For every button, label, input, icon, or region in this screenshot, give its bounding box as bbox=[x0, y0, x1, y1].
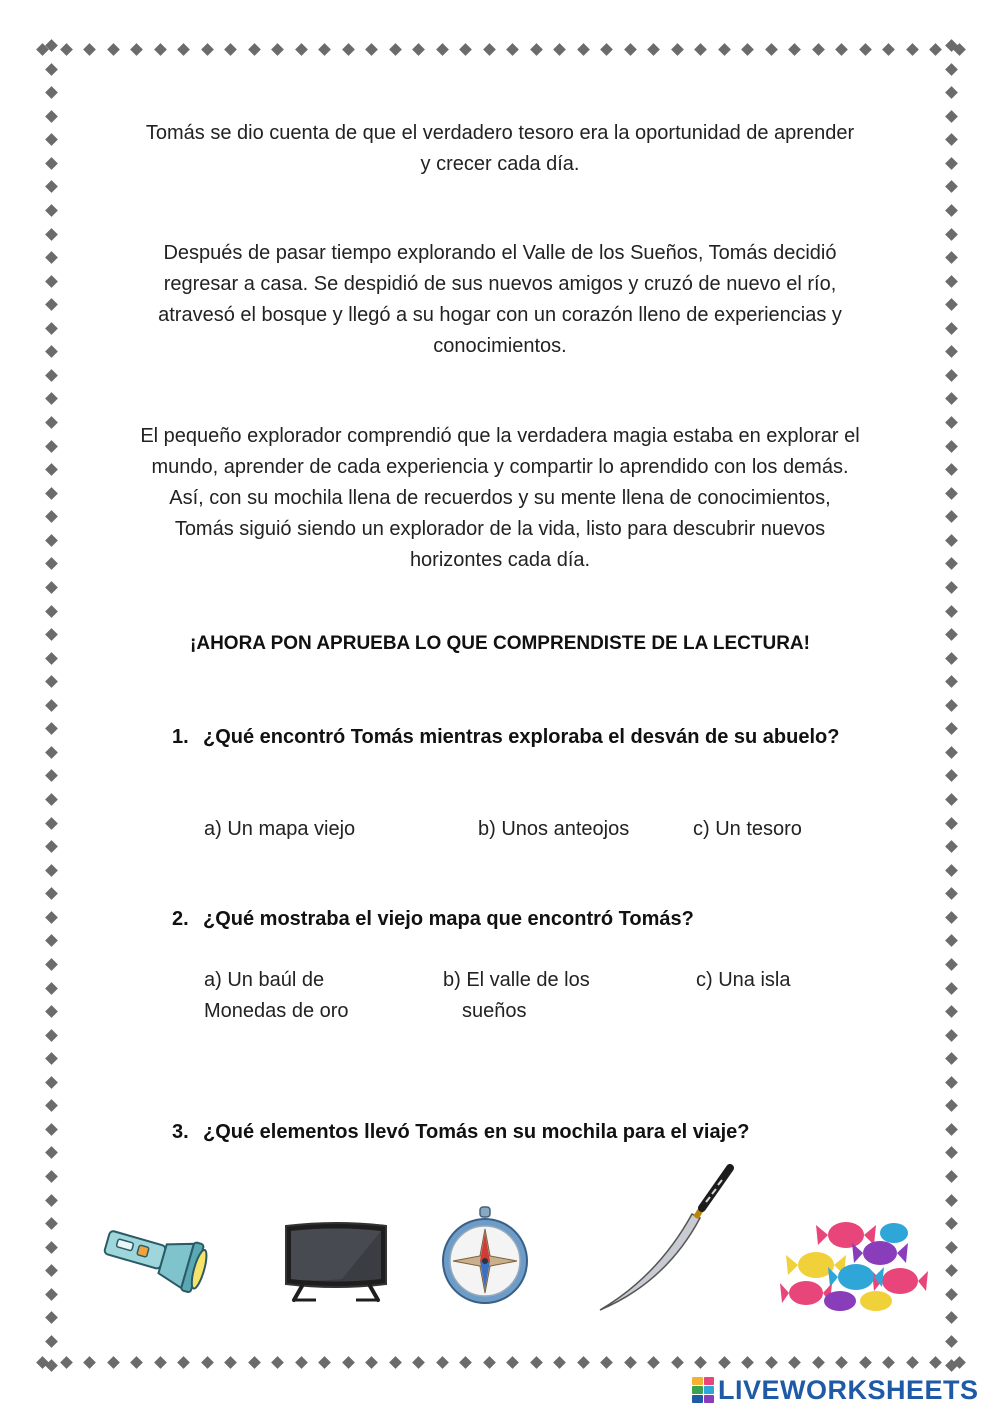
border-diamond bbox=[718, 43, 731, 56]
border-diamond bbox=[694, 1356, 707, 1369]
border-diamond bbox=[945, 699, 958, 712]
border-diamond bbox=[788, 43, 801, 56]
border-diamond bbox=[945, 298, 958, 311]
border-diamond bbox=[577, 43, 590, 56]
border-diamond bbox=[945, 345, 958, 358]
border-diamond bbox=[130, 1356, 143, 1369]
border-diamond bbox=[882, 1356, 895, 1369]
border-diamond bbox=[107, 43, 120, 56]
border-diamond bbox=[945, 322, 958, 335]
q2-option-a-line2[interactable]: Monedas de oro bbox=[204, 1000, 349, 1022]
border-diamond bbox=[553, 1356, 566, 1369]
border-diamond bbox=[945, 1076, 958, 1089]
border-diamond bbox=[342, 43, 355, 56]
border-diamond bbox=[45, 510, 58, 523]
border-diamond bbox=[945, 1123, 958, 1136]
border-diamond bbox=[624, 1356, 637, 1369]
border-diamond bbox=[812, 1356, 825, 1369]
border-diamond bbox=[506, 1356, 519, 1369]
border-diamond bbox=[318, 43, 331, 56]
border-diamond bbox=[389, 43, 402, 56]
border-diamond bbox=[945, 63, 958, 76]
border-diamond bbox=[45, 1076, 58, 1089]
border-diamond bbox=[45, 1312, 58, 1325]
border-diamond bbox=[718, 1356, 731, 1369]
border-diamond bbox=[694, 43, 707, 56]
border-diamond bbox=[945, 204, 958, 217]
border-diamond bbox=[459, 1356, 472, 1369]
border-diamond bbox=[741, 43, 754, 56]
border-diamond bbox=[224, 43, 237, 56]
border-diamond bbox=[945, 1359, 958, 1372]
border-diamond bbox=[945, 86, 958, 99]
border-diamond bbox=[671, 43, 684, 56]
border-diamond bbox=[945, 1099, 958, 1112]
border-diamond bbox=[45, 864, 58, 877]
border-diamond bbox=[945, 39, 958, 52]
border-diamond bbox=[459, 43, 472, 56]
q2-option-b-line1[interactable]: b) El valle de los bbox=[443, 969, 590, 991]
border-diamond bbox=[483, 1356, 496, 1369]
border-diamond bbox=[177, 43, 190, 56]
border-diamond bbox=[624, 43, 637, 56]
border-left bbox=[43, 41, 59, 1370]
border-diamond bbox=[530, 43, 543, 56]
reading-paragraph-3: El pequeño explorador comprendió que la verdadera magia estaba en explorar el mundo, aprender de cada experiencia y compartir lo aprendido con los demás. Así, con su mochila llena de recuerdos y su mente llena de conocimientos, Tomás siguió siendo un explorador de la vida, listo para descubrir nuevos horizontes cada día. bbox=[140, 425, 860, 571]
quiz-heading: ¡AHORA PON APRUEBA LO QUE COMPRENDISTE DE LA LECTURA! bbox=[190, 633, 810, 654]
border-diamond bbox=[906, 43, 919, 56]
border-diamond bbox=[45, 652, 58, 665]
border-diamond bbox=[45, 440, 58, 453]
border-diamond bbox=[45, 1170, 58, 1183]
border-diamond bbox=[412, 43, 425, 56]
border-diamond bbox=[945, 793, 958, 806]
border-diamond bbox=[45, 369, 58, 382]
border-diamond bbox=[945, 1170, 958, 1183]
q2-option-b-line2[interactable]: sueños bbox=[462, 1000, 527, 1022]
border-diamond bbox=[483, 43, 496, 56]
liveworksheets-badge-icon bbox=[692, 1377, 714, 1403]
border-diamond bbox=[201, 1356, 214, 1369]
border-diamond bbox=[945, 1335, 958, 1348]
border-diamond bbox=[60, 43, 73, 56]
border-diamond bbox=[553, 43, 566, 56]
q2-option-a-line1[interactable]: a) Un baúl de bbox=[204, 969, 325, 991]
border-diamond bbox=[45, 157, 58, 170]
border-diamond bbox=[765, 43, 778, 56]
border-diamond bbox=[318, 1356, 331, 1369]
compass-icon[interactable] bbox=[438, 1205, 532, 1305]
border-diamond bbox=[647, 43, 660, 56]
border-diamond bbox=[45, 275, 58, 288]
border-diamond bbox=[945, 1312, 958, 1325]
border-diamond bbox=[945, 133, 958, 146]
border-diamond bbox=[45, 228, 58, 241]
television-icon[interactable] bbox=[282, 1220, 390, 1304]
border-diamond bbox=[45, 887, 58, 900]
border-diamond bbox=[45, 1005, 58, 1018]
border-diamond bbox=[945, 911, 958, 924]
border-diamond bbox=[45, 534, 58, 547]
border-diamond bbox=[271, 43, 284, 56]
border-diamond bbox=[945, 746, 958, 759]
border-diamond bbox=[45, 110, 58, 123]
border-diamond bbox=[295, 1356, 308, 1369]
reading-paragraph-1: Tomás se dio cuenta de que el verdadero tesoro era la oportunidad de aprender y crecer cada día. bbox=[145, 122, 855, 175]
border-diamond bbox=[45, 581, 58, 594]
border-diamond bbox=[945, 534, 958, 547]
border-bottom bbox=[38, 1354, 964, 1370]
border-diamond bbox=[45, 298, 58, 311]
border-diamond bbox=[945, 675, 958, 688]
border-diamond bbox=[45, 1123, 58, 1136]
border-diamond bbox=[945, 817, 958, 830]
border-diamond bbox=[945, 251, 958, 264]
liveworksheets-logo bbox=[692, 1374, 979, 1406]
border-diamond bbox=[45, 1335, 58, 1348]
border-diamond bbox=[945, 1217, 958, 1230]
border-diamond bbox=[45, 463, 58, 476]
border-diamond bbox=[859, 43, 872, 56]
reading-paragraph-2: Después de pasar tiempo explorando el Valle de los Sueños, Tomás decidió regresar a casa. Se despidió de sus nuevos amigos y cruzó de nuevo el río, atravesó el bosque y llegó a su hogar con un corazón lleno de experiencias y conocimientos. bbox=[158, 242, 842, 357]
border-diamond bbox=[83, 43, 96, 56]
border-diamond bbox=[45, 793, 58, 806]
border-diamond bbox=[600, 1356, 613, 1369]
border-diamond bbox=[45, 181, 58, 194]
border-diamond bbox=[945, 157, 958, 170]
border-diamond bbox=[224, 1356, 237, 1369]
border-diamond bbox=[177, 1356, 190, 1369]
question-text: ¿Qué elementos llevó Tomás en su mochila para el viaje? bbox=[203, 1121, 750, 1143]
border-diamond bbox=[945, 228, 958, 241]
border-diamond bbox=[945, 652, 958, 665]
border-diamond bbox=[45, 746, 58, 759]
border-diamond bbox=[45, 322, 58, 335]
border-diamond bbox=[45, 487, 58, 500]
border-diamond bbox=[906, 1356, 919, 1369]
border-diamond bbox=[45, 675, 58, 688]
border-diamond bbox=[671, 1356, 684, 1369]
border-diamond bbox=[788, 1356, 801, 1369]
border-diamond bbox=[945, 1264, 958, 1277]
border-diamond bbox=[45, 935, 58, 948]
border-diamond bbox=[436, 1356, 449, 1369]
question-text: ¿Qué encontró Tomás mientras exploraba el desván de su abuelo? bbox=[203, 726, 840, 748]
border-diamond bbox=[45, 1264, 58, 1277]
border-diamond bbox=[945, 440, 958, 453]
border-diamond bbox=[945, 935, 958, 948]
q1-option-c[interactable]: c) Un tesoro bbox=[693, 818, 802, 840]
border-diamond bbox=[365, 43, 378, 56]
border-diamond bbox=[45, 1288, 58, 1301]
border-diamond bbox=[45, 393, 58, 406]
border-diamond bbox=[945, 369, 958, 382]
candies-icon[interactable] bbox=[776, 1213, 932, 1313]
border-diamond bbox=[506, 43, 519, 56]
border-diamond bbox=[945, 463, 958, 476]
border-diamond bbox=[945, 840, 958, 853]
border-diamond bbox=[945, 416, 958, 429]
border-diamond bbox=[929, 1356, 942, 1369]
border-diamond bbox=[45, 1217, 58, 1230]
border-diamond bbox=[945, 1241, 958, 1254]
border-diamond bbox=[248, 1356, 261, 1369]
border-diamond bbox=[45, 628, 58, 641]
border-diamond bbox=[945, 1288, 958, 1301]
flashlight-icon[interactable] bbox=[96, 1222, 216, 1298]
katana-icon[interactable] bbox=[596, 1164, 740, 1316]
question-number: 3. bbox=[172, 1121, 189, 1143]
border-diamond bbox=[342, 1356, 355, 1369]
border-diamond bbox=[45, 605, 58, 618]
border-diamond bbox=[83, 1356, 96, 1369]
border-diamond bbox=[45, 911, 58, 924]
border-diamond bbox=[945, 1194, 958, 1207]
border-diamond bbox=[45, 840, 58, 853]
border-diamond bbox=[741, 1356, 754, 1369]
border-diamond bbox=[945, 110, 958, 123]
border-diamond bbox=[945, 510, 958, 523]
border-diamond bbox=[45, 958, 58, 971]
border-diamond bbox=[45, 251, 58, 264]
border-diamond bbox=[859, 1356, 872, 1369]
border-diamond bbox=[945, 1029, 958, 1042]
q1-option-a[interactable]: a) Un mapa viejo bbox=[204, 818, 356, 840]
border-top bbox=[38, 41, 964, 57]
border-diamond bbox=[45, 133, 58, 146]
question-number: 1. bbox=[172, 726, 189, 748]
border-diamond bbox=[929, 43, 942, 56]
border-diamond bbox=[530, 1356, 543, 1369]
border-diamond bbox=[45, 416, 58, 429]
border-diamond bbox=[45, 345, 58, 358]
border-diamond bbox=[154, 43, 167, 56]
border-diamond bbox=[45, 699, 58, 712]
border-diamond bbox=[45, 1052, 58, 1065]
border-diamond bbox=[945, 887, 958, 900]
border-diamond bbox=[45, 817, 58, 830]
question-number: 2. bbox=[172, 908, 189, 930]
border-diamond bbox=[945, 722, 958, 735]
border-diamond bbox=[600, 43, 613, 56]
border-diamond bbox=[945, 487, 958, 500]
border-diamond bbox=[945, 605, 958, 618]
border-diamond bbox=[882, 43, 895, 56]
border-diamond bbox=[945, 1005, 958, 1018]
border-diamond bbox=[45, 86, 58, 99]
border-diamond bbox=[945, 982, 958, 995]
border-diamond bbox=[45, 770, 58, 783]
border-diamond bbox=[765, 1356, 778, 1369]
border-diamond bbox=[45, 1029, 58, 1042]
border-diamond bbox=[945, 958, 958, 971]
border-diamond bbox=[945, 558, 958, 571]
question-1 bbox=[172, 722, 852, 753]
border-diamond bbox=[945, 581, 958, 594]
border-diamond bbox=[45, 39, 58, 52]
question-3 bbox=[172, 1117, 852, 1148]
border-diamond bbox=[436, 43, 449, 56]
q2-option-c[interactable]: c) Una isla bbox=[696, 969, 791, 991]
border-diamond bbox=[248, 43, 261, 56]
question-text: ¿Qué mostraba el viejo mapa que encontró Tomás? bbox=[203, 908, 694, 930]
border-diamond bbox=[45, 1359, 58, 1372]
border-diamond bbox=[835, 1356, 848, 1369]
border-diamond bbox=[945, 770, 958, 783]
border-diamond bbox=[945, 864, 958, 877]
border-diamond bbox=[812, 43, 825, 56]
border-diamond bbox=[107, 1356, 120, 1369]
border-diamond bbox=[154, 1356, 167, 1369]
border-diamond bbox=[945, 393, 958, 406]
border-diamond bbox=[45, 1099, 58, 1112]
q1-option-b[interactable]: b) Unos anteojos bbox=[478, 818, 630, 840]
border-diamond bbox=[45, 722, 58, 735]
border-right bbox=[943, 41, 959, 1370]
border-diamond bbox=[45, 1194, 58, 1207]
border-diamond bbox=[45, 982, 58, 995]
border-diamond bbox=[412, 1356, 425, 1369]
border-diamond bbox=[365, 1356, 378, 1369]
border-diamond bbox=[945, 1147, 958, 1160]
border-diamond bbox=[60, 1356, 73, 1369]
border-diamond bbox=[295, 43, 308, 56]
border-diamond bbox=[945, 275, 958, 288]
border-diamond bbox=[45, 558, 58, 571]
border-diamond bbox=[577, 1356, 590, 1369]
border-diamond bbox=[945, 628, 958, 641]
border-diamond bbox=[389, 1356, 402, 1369]
border-diamond bbox=[945, 1052, 958, 1065]
border-diamond bbox=[130, 43, 143, 56]
liveworksheets-text: LIVEWORKSHEETS bbox=[718, 1374, 979, 1405]
border-diamond bbox=[835, 43, 848, 56]
question-2 bbox=[172, 904, 852, 935]
border-diamond bbox=[45, 204, 58, 217]
border-diamond bbox=[45, 63, 58, 76]
border-diamond bbox=[945, 181, 958, 194]
border-diamond bbox=[647, 1356, 660, 1369]
border-diamond bbox=[45, 1241, 58, 1254]
border-diamond bbox=[45, 1147, 58, 1160]
border-diamond bbox=[201, 43, 214, 56]
border-diamond bbox=[271, 1356, 284, 1369]
